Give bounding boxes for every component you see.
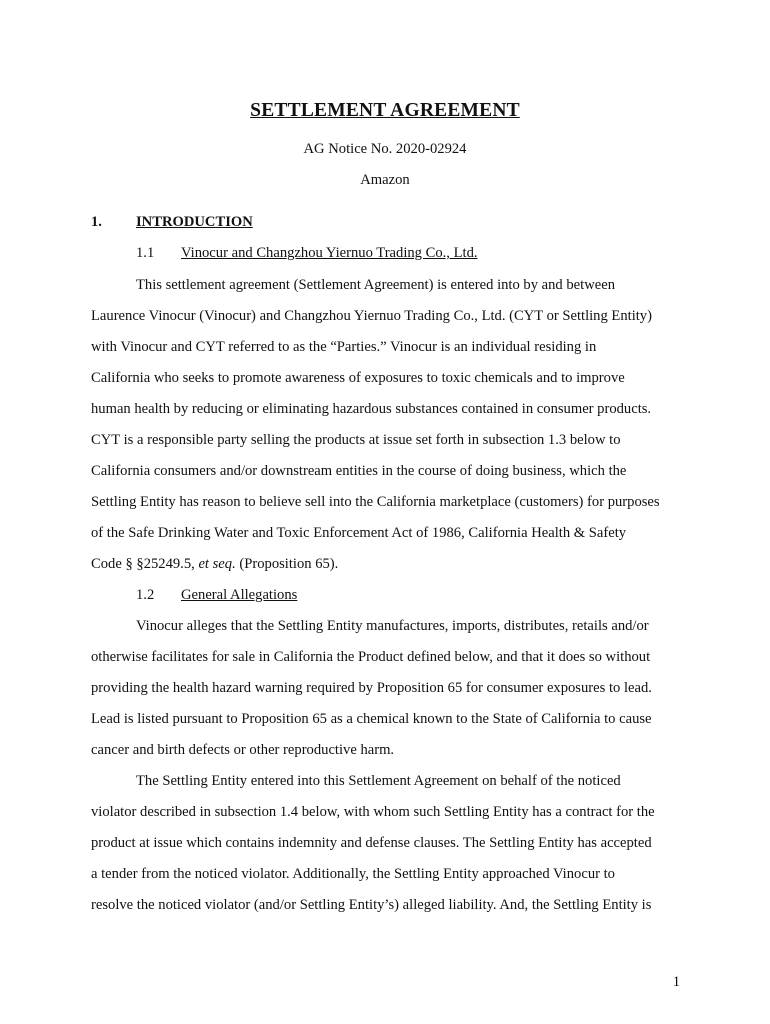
paragraph-line xyxy=(91,556,338,573)
paragraph-line: violator described in subsection 1.4 below, with whom such Settling Entity has a contract for the xyxy=(91,804,655,820)
paragraph-line: Laurence Vinocur (Vinocur) and Changzhou Yiernuo Trading Co., Ltd. (CYT or Settling Entity) xyxy=(91,308,652,324)
paragraph-line: Vinocur alleges that the Settling Entity manufactures, imports, distributes, retails and/or xyxy=(136,618,649,634)
paragraph-line: providing the health hazard warning required by Proposition 65 for consumer exposures to lead. xyxy=(91,680,652,696)
paragraph-line: human health by reducing or eliminating hazardous substances contained in consumer products. xyxy=(91,401,652,417)
citation-text: Code § §25249.5, xyxy=(91,556,199,572)
paragraph-line: otherwise facilitates for sale in California the Product defined below, and that it does so without xyxy=(91,649,651,665)
paragraph-line: with Vinocur and CYT referred to as the “Parties.” Vinocur is an individual residing in xyxy=(91,339,597,355)
paragraph-line: CYT is a responsible party selling the products at issue set forth in subsection 1.3 below to xyxy=(91,432,621,448)
paragraph-line: California who seeks to promote awareness of exposures to toxic chemicals and to improve xyxy=(91,370,625,386)
subsection-number: 1.1 xyxy=(136,245,155,261)
subsection-heading: General Allegations xyxy=(181,587,298,603)
paragraph-line: Lead is listed pursuant to Proposition 65 as a chemical known to the State of California to cause xyxy=(91,711,652,727)
paragraph-line: California consumers and/or downstream entities in the course of doing business, which the xyxy=(91,463,627,479)
subsection-number: 1.2 xyxy=(136,587,155,603)
section-number: 1. xyxy=(91,214,102,230)
paragraph-line: a tender from the noticed violator. Additionally, the Settling Entity approached Vinocur to xyxy=(91,866,615,882)
paragraph-line: This settlement agreement (Settlement Agreement) is entered into by and between xyxy=(136,277,615,293)
paragraph-line: cancer and birth defects or other reproductive harm. xyxy=(91,742,395,758)
document-title: SETTLEMENT AGREEMENT xyxy=(250,100,520,121)
paragraph-line: resolve the noticed violator (and/or Settling Entity’s) alleged liability. And, the Settling Entity is xyxy=(91,897,652,913)
paragraph-line: The Settling Entity entered into this Settlement Agreement on behalf of the noticed xyxy=(136,773,621,789)
paragraph-line: of the Safe Drinking Water and Toxic Enforcement Act of 1986, California Health & Safety xyxy=(91,525,627,541)
page-number: 1 xyxy=(672,974,680,990)
company-name: Amazon xyxy=(360,172,410,188)
paragraph-line: Settling Entity has reason to believe sell into the California marketplace (customers) for purposes xyxy=(91,494,660,510)
subsection-heading: Vinocur and Changzhou Yiernuo Trading Co., Ltd. xyxy=(181,245,478,261)
citation-italic: et seq. xyxy=(198,556,236,572)
ag-notice-number: AG Notice No. 2020-02924 xyxy=(303,141,467,157)
paragraph-line: product at issue which contains indemnity and defense clauses. The Settling Entity has accepted xyxy=(91,835,652,851)
section-heading: INTRODUCTION xyxy=(136,214,253,230)
citation-text-end: (Proposition 65). xyxy=(235,556,339,572)
